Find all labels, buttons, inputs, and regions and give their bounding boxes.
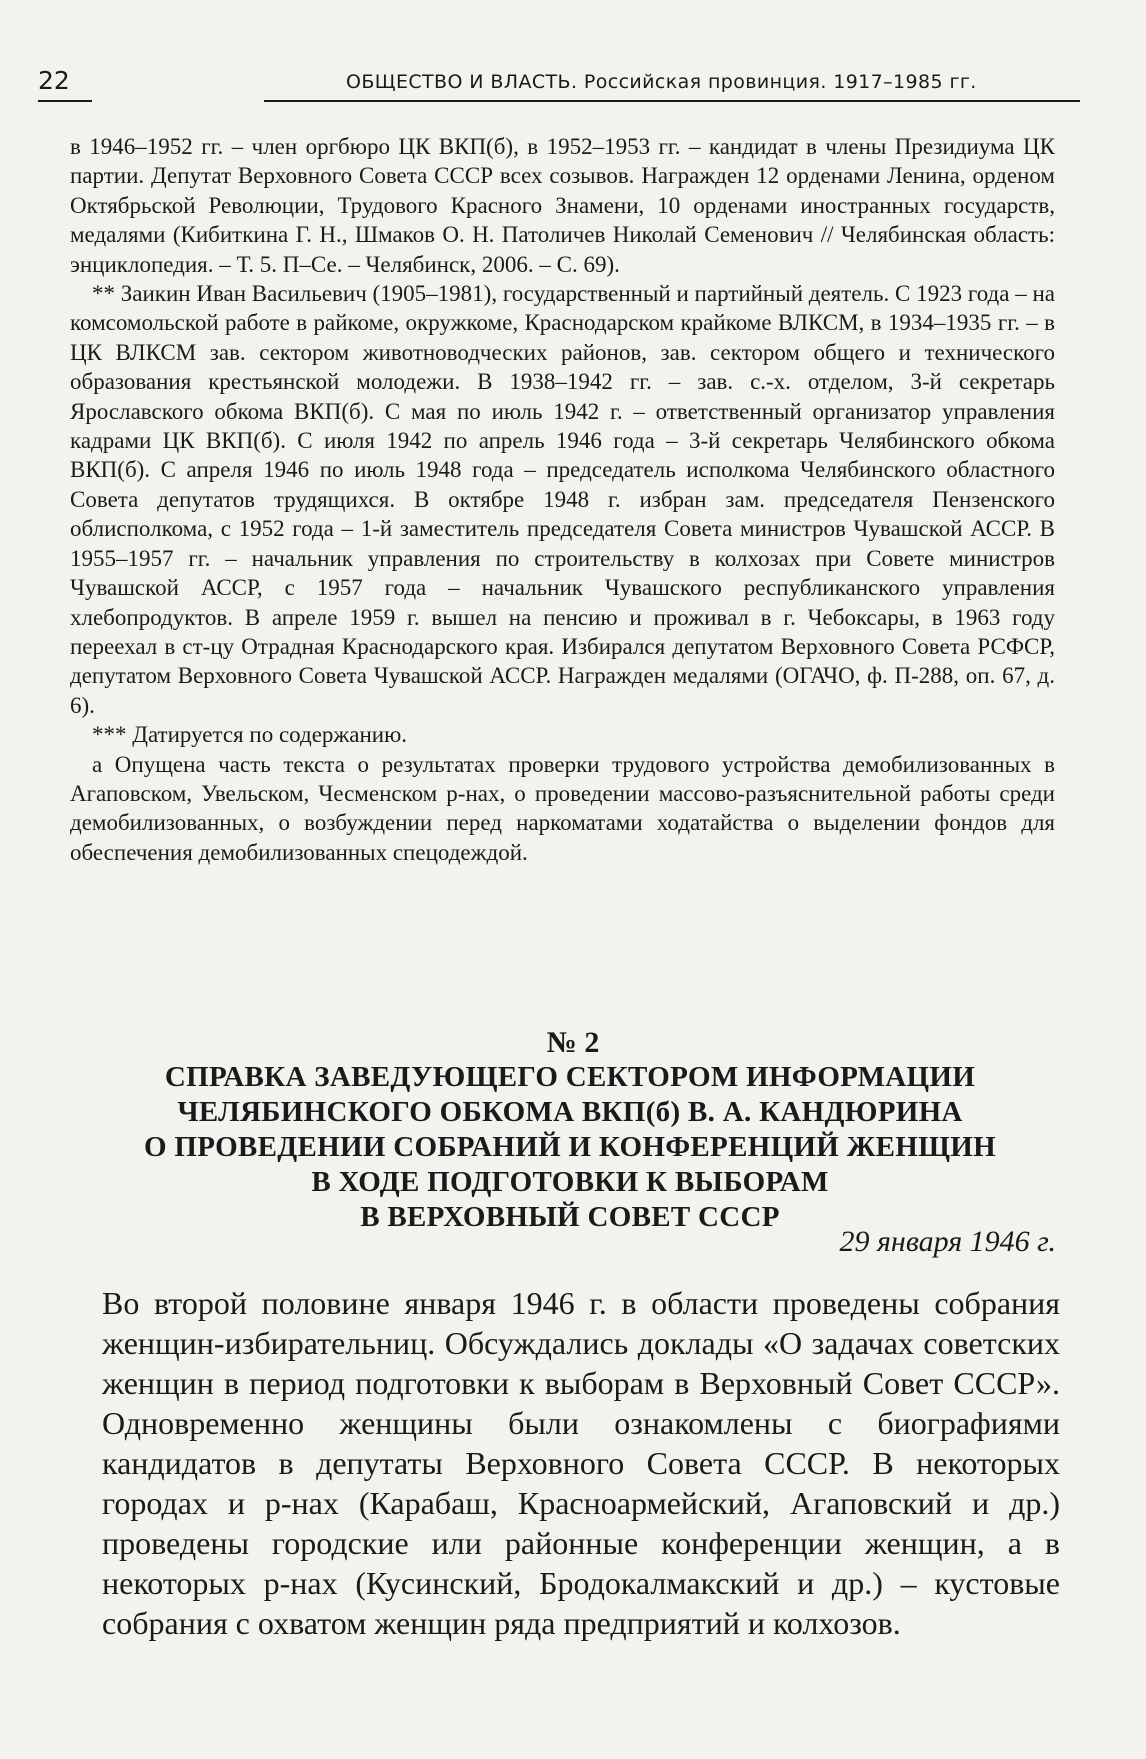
footnotes bbox=[70, 132, 1055, 867]
page-number: 22 bbox=[38, 66, 70, 95]
document-date: 29 января 1946 г. bbox=[839, 1225, 1056, 1258]
title-line: О ПРОВЕДЕНИИ СОБРАНИЙ И КОНФЕРЕНЦИЙ ЖЕНЩИН bbox=[143, 1131, 997, 1163]
title-line: ЧЕЛЯБИНСКОГО ОБКОМА ВКП(б) В. А. КАНДЮРИНА bbox=[177, 1096, 963, 1128]
document-title bbox=[95, 1060, 1045, 1235]
body-text bbox=[102, 1283, 1060, 1643]
title-line: СПРАВКА ЗАВЕДУЮЩЕГО СЕКТОРОМ ИНФОРМАЦИИ bbox=[164, 1061, 976, 1093]
running-title: ОБЩЕСТВО И ВЛАСТЬ. Российская провинция. 1917–1985 гг. bbox=[346, 71, 977, 93]
body-paragraph: Во второй половине января 1946 г. в области проведены собрания женщин-избирательниц. Обсуждались доклады «О задачах советских женщин в период подготовки к выборам в Верховный Совет СССР». Одновременно женщины были ознакомлены с биографиями кандидатов в депутаты Верховного Совета СССР. В некоторых городах и р-нах (Карабаш, Красноармейский, Агаповский и др.) проведены городские или районные конференции женщин, а в некоторых р-нах (Кусинский, Бродокалмакский и др.) – кустовые собрания с охватом женщин ряда предприятий и колхозов. bbox=[102, 1285, 1060, 1641]
footnote-patolichev: в 1946–1952 гг. – член оргбюро ЦК ВКП(б), в 1952–1953 гг. – кандидат в члены Президиума ЦК партии. Депутат Верховного Совета СССР всех созывов. Награжден 12 орденами Ленина, орденом Октябрьской Революции, Трудового Красного Знамени, 10 орденами иностранных государств, медалями (Кибиткина Г. Н., Шмаков О. Н. Патоличев Николай Семенович // Челябинская область: энциклопедия. – Т. 5. П–Се. – Челябинск, 2006. – С. 69). bbox=[70, 134, 1055, 277]
title-line: В ХОДЕ ПОДГОТОВКИ К ВЫБОРАМ bbox=[311, 1166, 829, 1198]
page-number-rule bbox=[38, 100, 92, 102]
title-line: В ВЕРХОВНЫЙ СОВЕТ СССР bbox=[360, 1201, 780, 1233]
footnote-zaikin: ** Заикин Иван Васильевич (1905–1981), государственный и партийный деятель. С 1923 года – на комсомольской работе в райкоме, окружкоме, Краснодарском крайкоме ВЛКСМ, в 1934–1935 гг. – в ЦК ВЛКСМ зав. сектором животноводческих районов, зав. сектором общего и технического образования крестьянской молодежи. В 1938–1942 гг. – зав. с.-х. отделом, 3-й секретарь Ярославского обкома ВКП(б). С мая по июль 1942 г. – ответственный организатор управления кадрами ЦК ВКП(б). С июля 1942 по апрель 1946 года – 3-й секретарь Челябинского обкома ВКП(б). С апреля 1946 по июль 1948 года – председатель исполкома Челябинского областного Совета депутатов трудящихся. В октябре 1948 г. избран зам. председателя Пензенского облисполкома, с 1952 года – 1-й заместитель председателя Совета министров Чувашской АССР. В 1955–1957 гг. – начальник управления по строительству в колхозах при Совете министров Чувашской АССР, с 1957 года – начальник Чувашского республиканского управления хлебопродуктов. В апреле 1959 г. вышел на пенсию и проживал в г. Чебоксары, в 1963 году переехал в ст-цу Отрадная Краснодарского края. Избирался депутатом Верховного Совета РСФСР, депутатом Верховного Совета Чувашской АССР. Награжден медалями (ОГАЧО, ф. П-288, оп. 67, д. 6). bbox=[70, 281, 1055, 718]
footnote-omitted-text: а Опущена часть текста о результатах проверки трудового устройства демобилизованных в Агаповском, Увельском, Чесменском р-нах, о проведении массово-разъяснительной работы среди демобилизованных, о возбуждении перед наркоматами ходатайства о выделении фондов для обеспечения демобилизованных спецодеждой. bbox=[70, 751, 1055, 865]
footnote-dating: *** Датируется по содержанию. bbox=[92, 722, 408, 748]
running-header bbox=[38, 66, 1060, 102]
document-number: № 2 bbox=[546, 1026, 600, 1059]
header-rule bbox=[264, 100, 1080, 102]
